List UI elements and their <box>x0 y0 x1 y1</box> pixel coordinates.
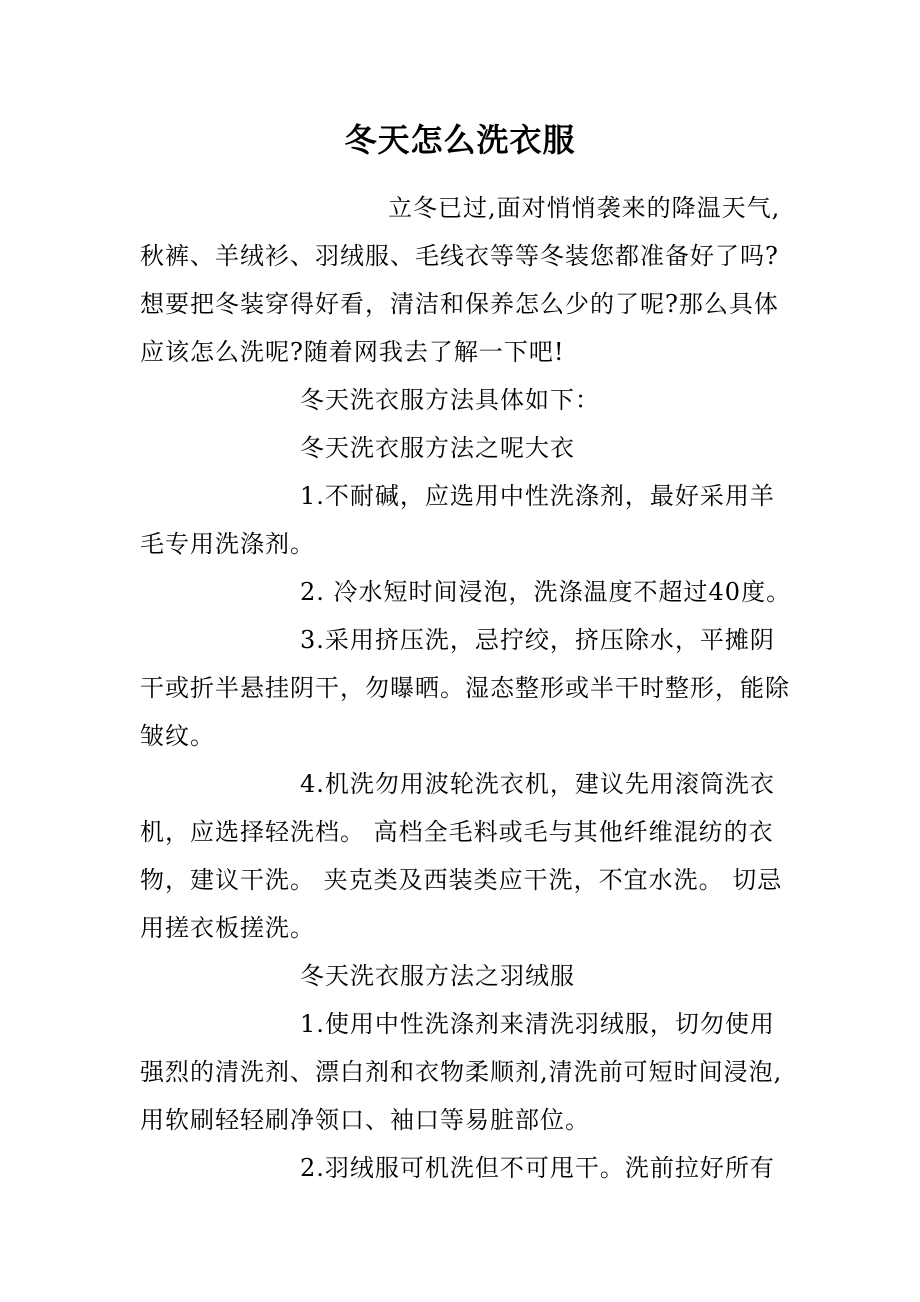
paragraph-line: 应该怎么洗呢?随着网我去了解一下吧! <box>140 338 565 366</box>
paragraph-line: 立冬已过,面对悄悄袭来的降温天气, <box>388 194 781 222</box>
paragraph-line: 皱纹。 <box>140 722 215 750</box>
document-title: 冬天怎么洗衣服 <box>344 121 576 159</box>
section-heading: 冬天洗衣服方法之羽绒服 <box>300 962 575 990</box>
paragraph-line: 秋裤、羊绒衫、羽绒服、毛线衣等等冬装您都准备好了吗? <box>140 242 779 270</box>
paragraph-line: 2. 冷水短时间浸泡，洗涤温度不超过40度。 <box>300 578 792 606</box>
paragraph-line: 用搓衣板搓洗。 <box>140 914 315 942</box>
paragraph-line: 用软刷轻轻刷净领口、袖口等易脏部位。 <box>140 1106 590 1134</box>
paragraph-line: 4.机洗勿用波轮洗衣机，建议先用滚筒洗衣 <box>300 770 775 798</box>
paragraph-line: 想要把冬装穿得好看，清洁和保养怎么少的了呢?那么具体 <box>140 290 779 318</box>
section-heading: 冬天洗衣服方法具体如下： <box>300 386 600 414</box>
paragraph-line: 3.采用挤压洗，忌拧绞，挤压除水，平摊阴 <box>300 626 775 654</box>
paragraph-line: 1.使用中性洗涤剂来清洗羽绒服，切勿使用 <box>300 1010 775 1038</box>
paragraph-line: 强烈的清洗剂、漂白剂和衣物柔顺剂,清洗前可短时间浸泡, <box>140 1058 783 1086</box>
paragraph-line: 1.不耐碱，应选用中性洗涤剂，最好采用羊 <box>300 482 775 510</box>
paragraph-line: 干或折半悬挂阴干，勿曝晒。湿态整形或半干时整形，能除 <box>140 674 790 702</box>
section-heading: 冬天洗衣服方法之呢大衣 <box>300 434 575 462</box>
paragraph-line: 物，建议干洗。 夹克类及西装类应干洗，不宜水洗。 切忌 <box>140 866 783 894</box>
paragraph-line: 2.羽绒服可机洗但不可甩干。洗前拉好所有 <box>300 1154 775 1182</box>
paragraph-line: 机，应选择轻洗档。 高档全毛料或毛与其他纤维混纺的衣 <box>140 818 774 846</box>
paragraph-line: 毛专用洗涤剂。 <box>140 530 315 558</box>
